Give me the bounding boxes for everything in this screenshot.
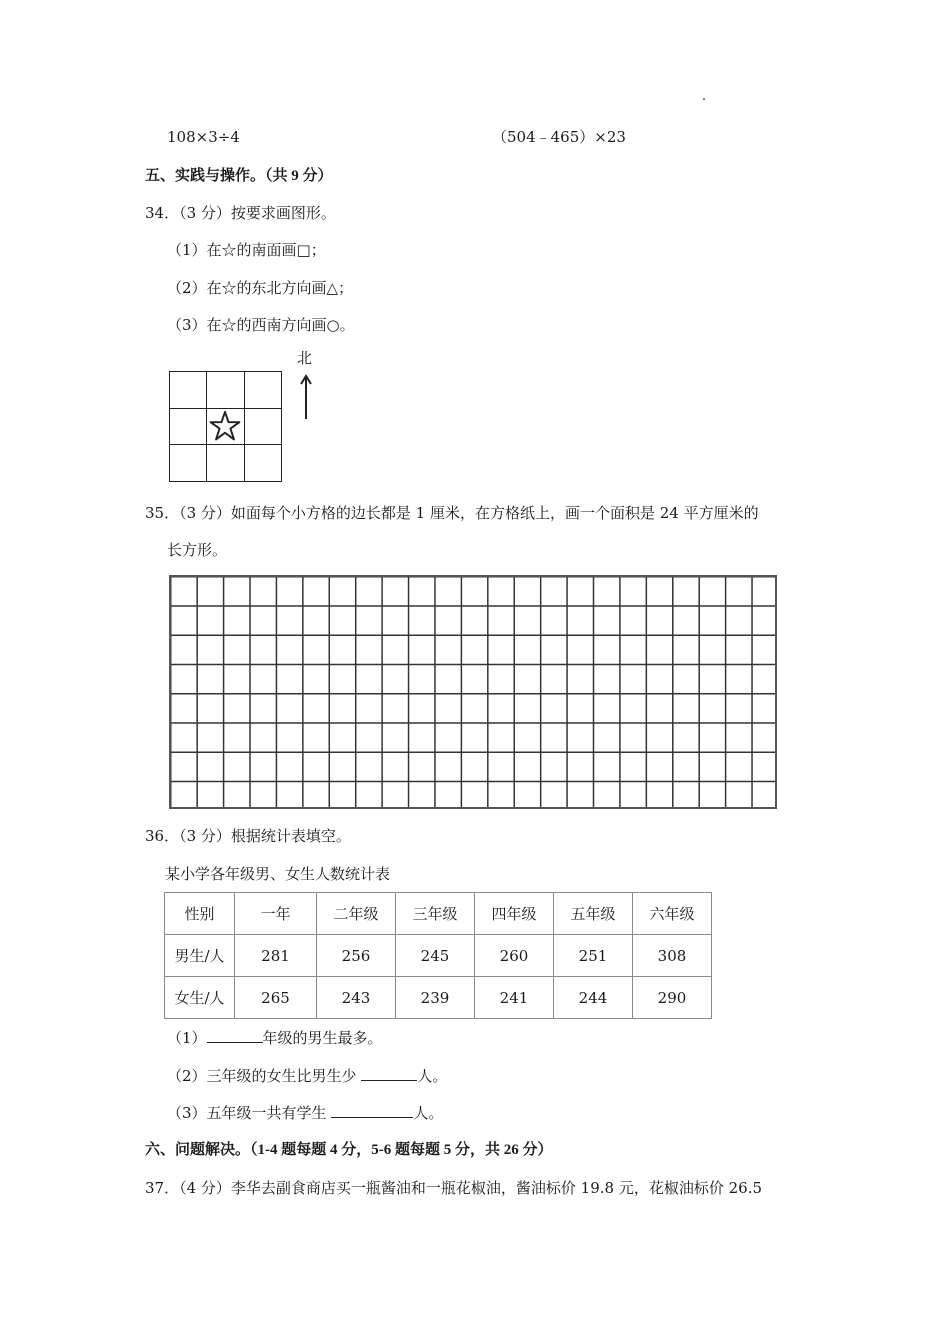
table-header-cell: 性别 [165,893,235,935]
table-cell: 308 [633,935,712,977]
q37-stem: 37．（4 分）李华去副食商店买一瓶酱油和一瓶花椒油，酱油标价 19.8 元，花椒油标价 26.5 [145,1179,763,1197]
q34-item-2: （2）在☆的东北方向画△； [167,279,354,297]
answer-blank-2[interactable] [361,1066,417,1081]
table-cell: 241 [475,977,554,1019]
question-number: （1） [167,1029,207,1047]
grid-cell-e[interactable] [245,409,282,446]
table-header-cell: 一年 [235,893,317,935]
table-header-cell: 六年级 [633,893,712,935]
grid-cell-s[interactable] [207,445,244,482]
grid-cell-w[interactable] [170,409,207,446]
table-cell: 239 [396,977,475,1019]
section-6-heading: 六、问题解决。（1-4 题每题 4 分，5-6 题每题 5 分，共 26 分） [145,1142,553,1158]
grid-cell-center[interactable] [207,409,244,446]
table-header-cell: 四年级 [475,893,554,935]
table-cell: 244 [554,977,633,1019]
table-cell: 243 [317,977,396,1019]
q36-question-3 [167,1103,443,1123]
table-cell: 245 [396,935,475,977]
table-header-cell: 二年级 [317,893,396,935]
q36-question-2 [167,1066,447,1086]
question-text-after: 人。 [413,1104,444,1122]
table-header-row [165,893,712,935]
star-icon [209,410,241,442]
table-title: 某小学各年级男、女生人数统计表 [165,865,391,883]
q34-stem: 34．（3 分）按要求画图形。 [145,204,336,222]
table-cell: 265 [235,977,317,1019]
question-text-before: 五年级一共有学生 [206,1104,332,1122]
table-cell: 260 [475,935,554,977]
table-cell: 281 [235,935,317,977]
answer-blank-1[interactable] [207,1028,263,1043]
table-cell: 女生/人 [165,977,235,1019]
table-cell: 251 [554,935,633,977]
table-cell: 男生/人 [165,935,235,977]
q36-question-1 [167,1028,383,1048]
table-cell: 256 [317,935,396,977]
question-number: （2） [167,1067,207,1085]
grid-cell-sw[interactable] [170,445,207,482]
table-cell: 290 [633,977,712,1019]
q34-item-1: （1）在☆的南面画□； [167,241,326,259]
question-number: （3） [167,1104,207,1122]
question-text-after: 人。 [417,1067,448,1085]
direction-grid[interactable] [169,371,282,482]
statistics-table [164,892,712,1019]
q36-stem: 36．（3 分）根据统计表填空。 [145,827,351,845]
north-arrow-icon [298,351,318,421]
expression-right: （504﹣465）×23 [492,128,626,146]
question-text-after: 年级的男生最多。 [262,1029,383,1047]
section-5-heading: 五、实践与操作。（共 9 分） [145,168,333,184]
q35-stem-line-1: 35．（3 分）如面每个小方格的边长都是 1 厘米，在方格纸上，画一个面积是 24 平方厘米的 [145,504,759,522]
grid-cell-nw[interactable] [170,372,207,409]
grid-cell-se[interactable] [245,445,282,482]
q34-item-3: （3）在☆的西南方向画○。 [167,316,355,334]
table-row-girls [165,977,712,1019]
grid-cell-n[interactable] [207,372,244,409]
stray-dot-marker [703,98,705,100]
table-row-boys [165,935,712,977]
question-text-before: 三年级的女生比男生少 [206,1067,362,1085]
table-header-cell: 五年级 [554,893,633,935]
grid-cell-ne[interactable] [245,372,282,409]
squared-paper-grid[interactable] [169,575,777,809]
table-header-cell: 三年级 [396,893,475,935]
answer-blank-3[interactable] [331,1103,413,1118]
q35-stem-line-2: 长方形。 [167,541,228,559]
north-label: 北 [297,349,313,367]
expression-left: 108×3÷4 [167,128,240,146]
